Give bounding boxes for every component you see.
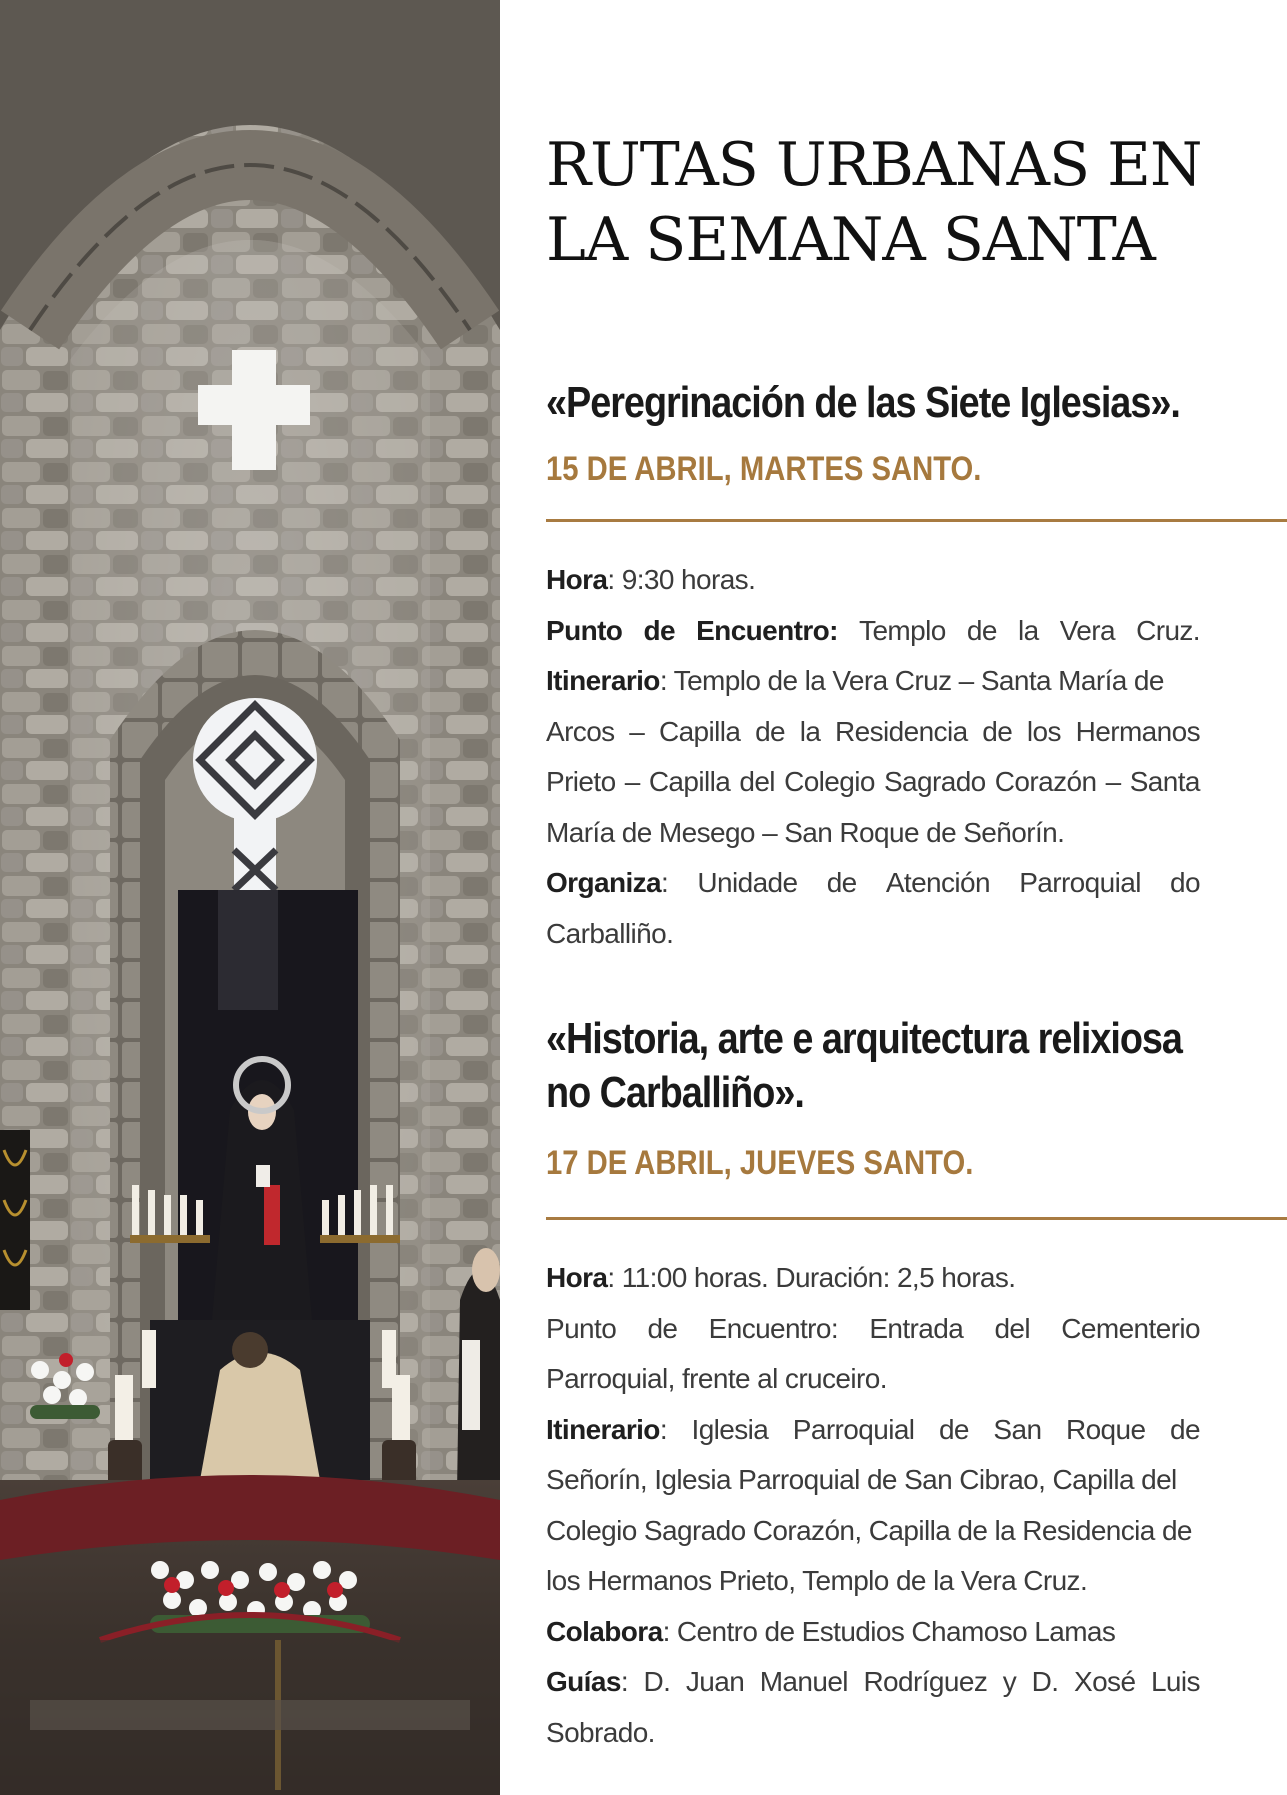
- event-date: 15 DE ABRIL, MARTES SANTO.: [546, 450, 982, 488]
- event-title: [546, 1012, 1200, 1120]
- event-title-line: «Historia, arte e arquitectura relixiosa: [546, 1014, 1182, 1063]
- divider: [546, 519, 1287, 522]
- detail-line: [546, 1253, 1200, 1304]
- event-details: Hora: 9:30 horas. Punto de Encuentro: Templo de la Vera Cruz. Itinerario: Templo de la Vera Cruz – Santa María de Arcos – Capilla de la Residencia de los Hermanos Prieto – Capilla del Colegio Sagrado Corazón – Santa María de Mesego – San Roque de Señorín. Organiza: Unidade de Atención Parroquial do Carballiño.: [546, 555, 1200, 959]
- event-title: [546, 376, 1200, 430]
- event-details: Hora: 11:00 horas. Duración: 2,5 horas. Punto de Encuentro: Entrada del Cementerio Parroquial, frente al cruceiro. Itinerario: Iglesia Parroquial de San Roque de Señorín, Iglesia Parroquial de San Cibrao, Capilla del Colegio Sagrado Corazón, Capilla de la Residencia de los Hermanos Prieto, Templo de la Vera Cruz. Colabora: Centro de Estudios Chamoso Lamas Guías: D. Juan Manuel Rodríguez y D. Xosé Luis Sobrado.: [546, 1253, 1200, 1758]
- event-title-line: «Peregrinación de las Siete Iglesias».: [546, 378, 1180, 427]
- church-interior-photo: [0, 0, 500, 1795]
- detail-label: Colabora: [546, 1615, 663, 1647]
- page-title-line: RUTAS URBANAS EN: [546, 130, 1202, 200]
- divider: [546, 1217, 1287, 1220]
- detail-line: [546, 555, 1200, 606]
- detail-value: : 9:30 horas.: [607, 564, 756, 595]
- detail-value: : 11:00 horas. Duración: 2,5 horas.: [607, 1262, 1016, 1293]
- event-date: 17 DE ABRIL, JUEVES SANTO.: [546, 1144, 974, 1182]
- detail-line: [546, 1607, 1200, 1658]
- detail-label: Hora: [546, 1262, 608, 1293]
- page-title: [546, 128, 1226, 278]
- detail-label: Hora: [546, 564, 608, 595]
- event-title-line: no Carballiño».: [546, 1068, 804, 1117]
- page-title-line: LA SEMANA SANTA: [546, 205, 1155, 275]
- detail-value: : Centro de Estudios Chamoso Lamas: [662, 1615, 1116, 1647]
